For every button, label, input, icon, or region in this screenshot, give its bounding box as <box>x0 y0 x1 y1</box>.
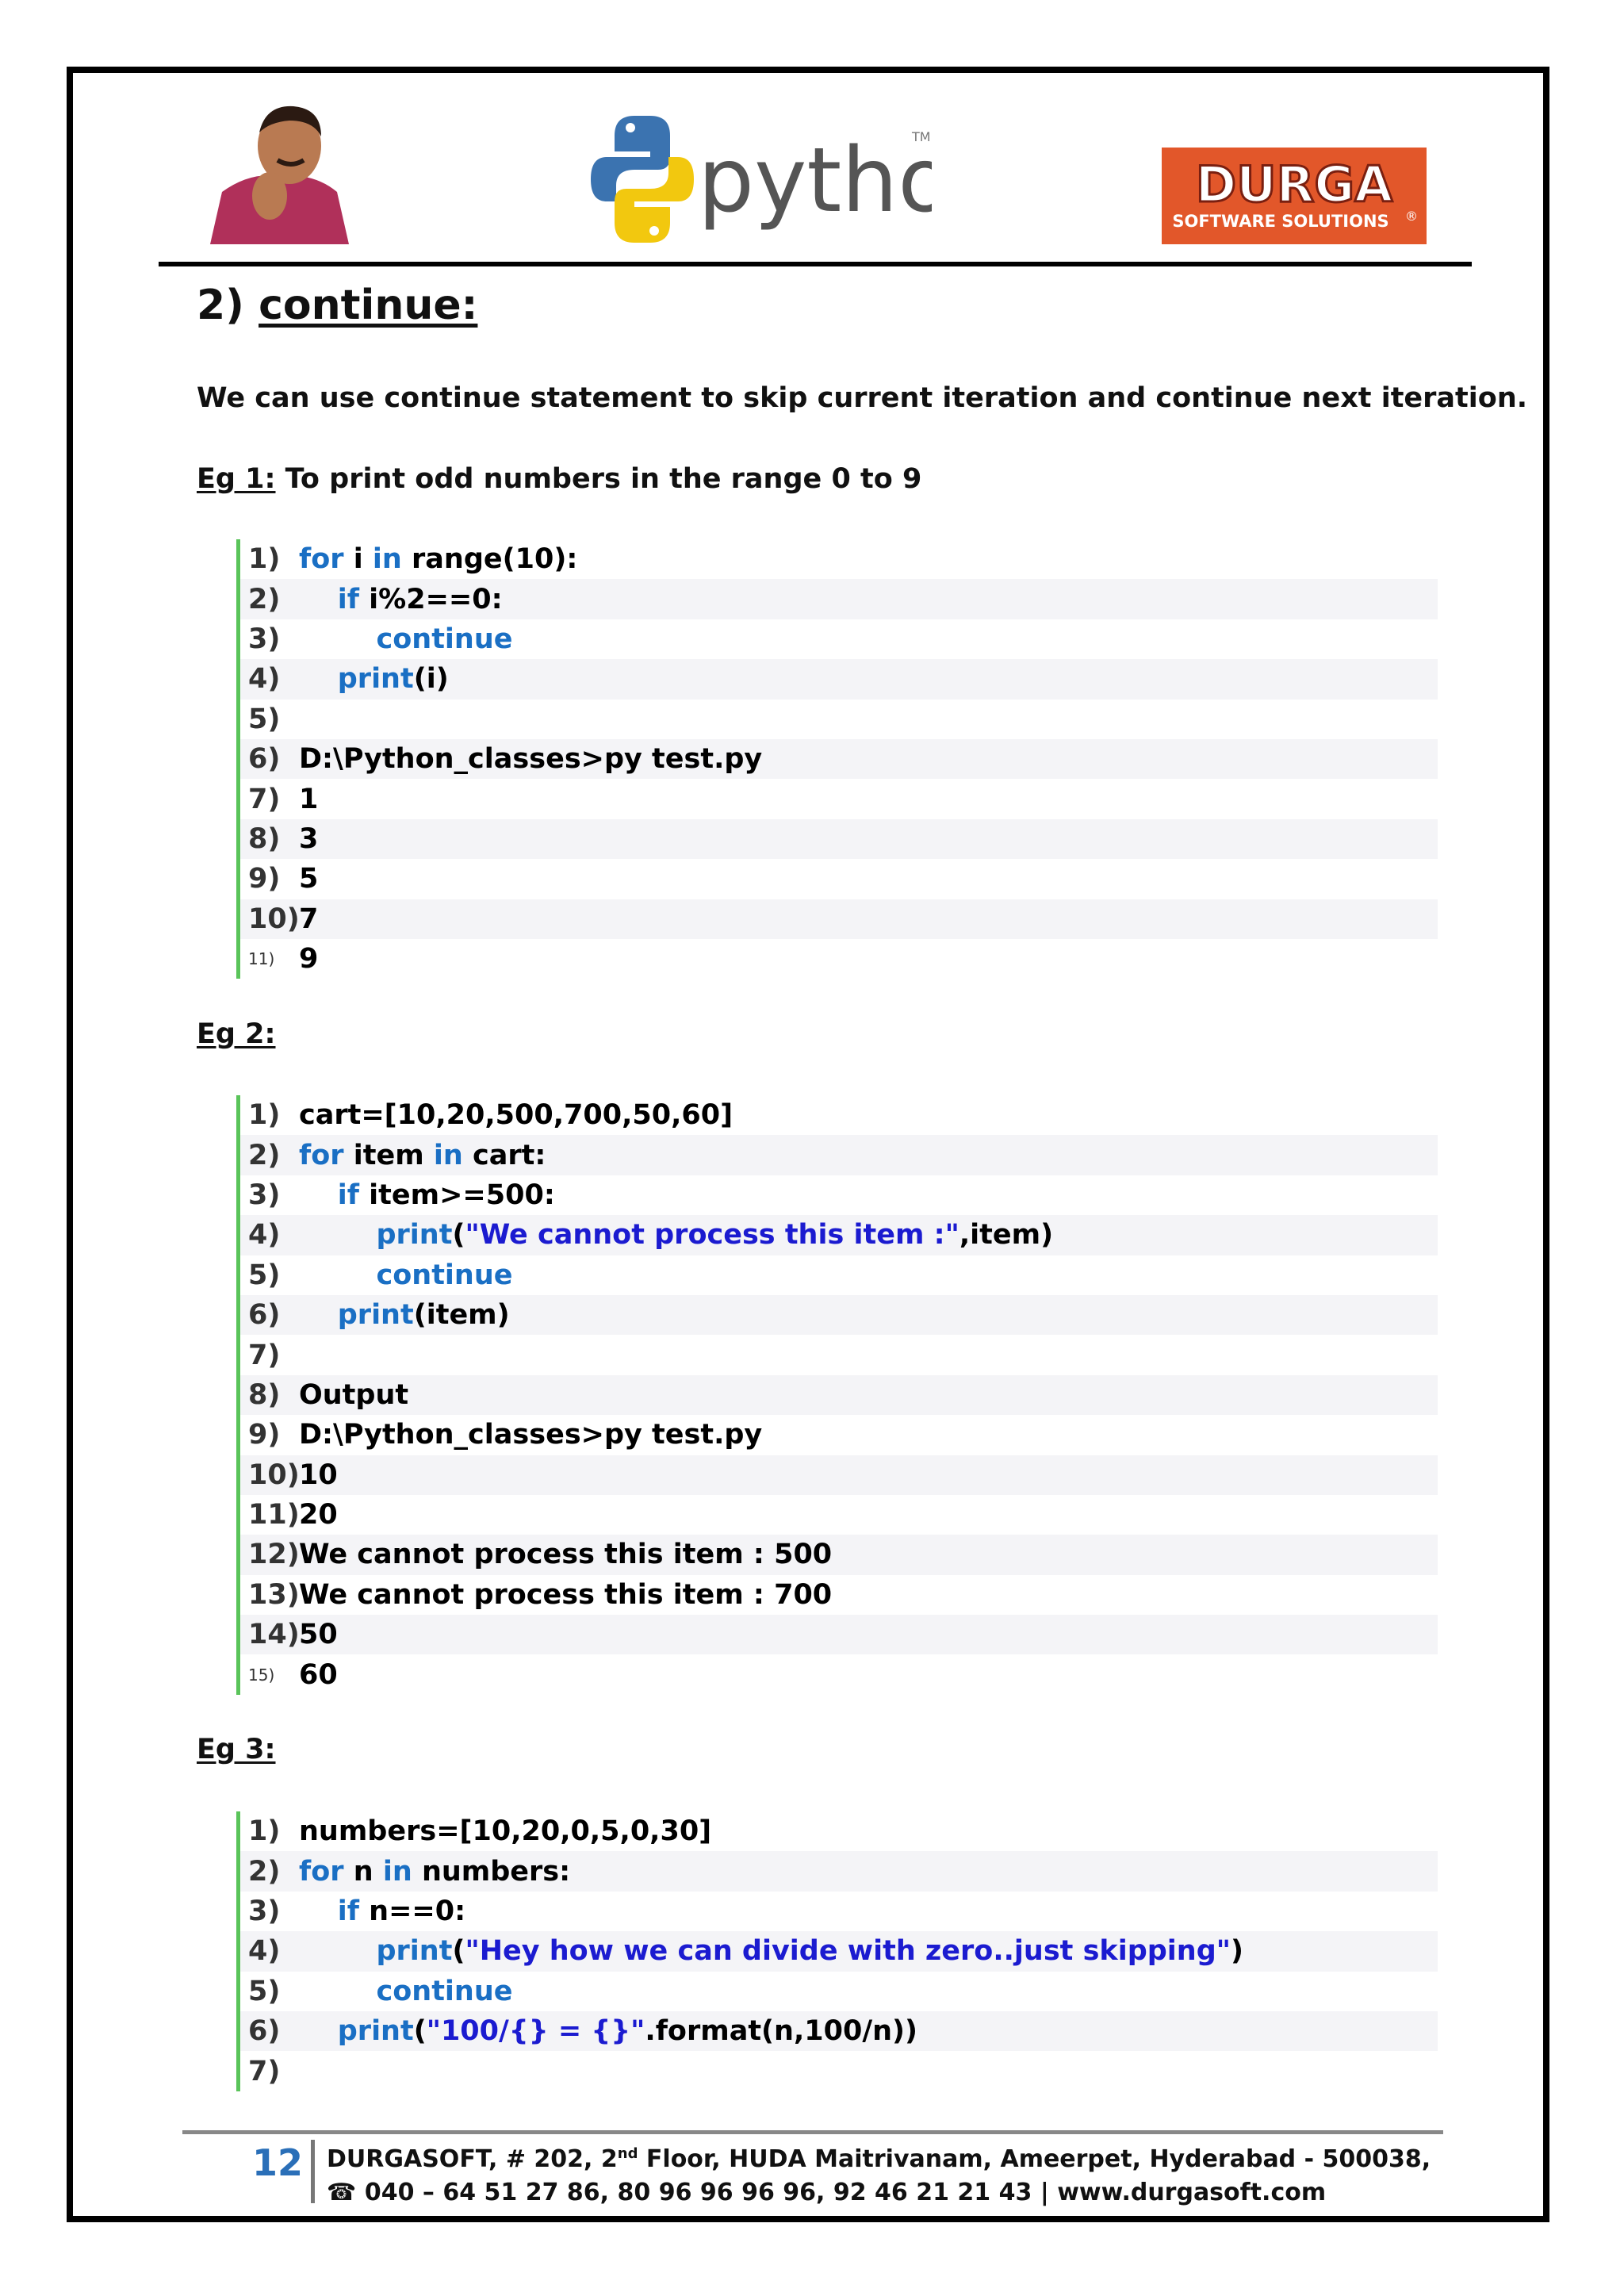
code-token: 50 <box>299 1619 338 1651</box>
code-text <box>299 1815 711 1847</box>
line-number: 15) <box>248 1665 275 1685</box>
code-text <box>299 1895 465 1927</box>
registered-mark: ® <box>1405 209 1418 224</box>
code-text <box>299 584 503 615</box>
code-line <box>240 579 1438 619</box>
code-line <box>240 700 1438 739</box>
code-text <box>299 1459 338 1491</box>
line-number: 8) <box>248 1378 281 1411</box>
line-number: 4) <box>248 1935 281 1968</box>
example-label: Eg 1: <box>197 463 276 495</box>
code-line <box>240 2011 1438 2051</box>
code-text <box>299 1659 338 1691</box>
code-text <box>299 1579 832 1611</box>
code-token: D:\Python_classes>py test.py <box>299 743 763 776</box>
durga-wordmark: DURGA <box>1195 155 1393 213</box>
code-line <box>240 1135 1438 1175</box>
code-string: "Hey how we can divide with zero..just skipping" <box>465 1935 1231 1968</box>
line-number: 2) <box>248 1855 281 1888</box>
code-token: ( <box>413 2015 427 2048</box>
code-token: i <box>343 543 373 576</box>
code-token: (i) <box>413 663 449 696</box>
example-label: Eg 2: <box>197 1018 276 1050</box>
code-line <box>240 779 1438 818</box>
code-keyword: for <box>299 543 344 576</box>
code-line <box>240 1415 1438 1455</box>
code-token <box>299 1259 376 1291</box>
code-block-3 <box>236 1811 1438 2091</box>
code-line <box>240 1295 1438 1335</box>
code-text <box>299 1219 1053 1251</box>
code-token <box>299 1179 338 1211</box>
line-number: 10) <box>248 1458 300 1491</box>
code-text <box>299 1619 338 1650</box>
line-number: 7) <box>248 783 281 815</box>
line-number: 6) <box>248 743 281 776</box>
section-description: We can use continue statement to skip current iteration and continue next iteration. <box>197 382 1528 414</box>
code-text <box>299 823 318 855</box>
code-text <box>299 1856 570 1888</box>
code-text <box>299 743 762 775</box>
code-keyword: in <box>382 1855 412 1888</box>
code-token <box>299 1299 338 1331</box>
line-number: 11) <box>248 949 275 969</box>
line-number: 5) <box>248 1975 281 2007</box>
code-keyword: continue <box>376 1975 513 2007</box>
line-number: 9) <box>248 1419 281 1451</box>
code-keyword: print <box>376 1935 453 1968</box>
code-text <box>299 2015 917 2047</box>
line-number: 10) <box>248 903 300 935</box>
code-line <box>240 1931 1438 1971</box>
code-string: "100/{} = {}" <box>426 2015 645 2048</box>
line-number: 9) <box>248 863 281 895</box>
code-token: 10 <box>299 1458 338 1491</box>
code-keyword: if <box>337 1895 359 1927</box>
code-line <box>240 1575 1438 1615</box>
example-caption: To print odd numbers in the range 0 to 9 <box>275 463 922 495</box>
code-keyword: print <box>337 663 414 696</box>
code-block-1 <box>236 539 1438 979</box>
code-token: We cannot process this item : 500 <box>299 1539 833 1571</box>
code-token: item <box>343 1139 434 1171</box>
line-number: 13) <box>248 1578 300 1611</box>
code-token: 7 <box>299 903 319 935</box>
code-line <box>240 1892 1438 1931</box>
line-number: 7) <box>248 1339 281 1371</box>
code-token: ,item) <box>959 1219 1054 1251</box>
contact-details: 040 – 64 51 27 86, 80 96 96 96 96, 92 46 21 21 43 | www.durgasoft.com <box>356 2179 1327 2206</box>
code-token: ( <box>452 1935 465 1968</box>
code-line <box>240 1175 1438 1215</box>
line-number: 1) <box>248 1815 281 1848</box>
line-number: 2) <box>248 1139 281 1171</box>
header-divider <box>159 262 1472 266</box>
code-line <box>240 1335 1438 1374</box>
code-text <box>299 1976 513 2007</box>
section-number: 2) <box>197 282 244 329</box>
code-text <box>299 943 318 975</box>
code-keyword: if <box>337 583 359 615</box>
line-number: 4) <box>248 663 281 696</box>
line-number: 6) <box>248 1299 281 1332</box>
code-line <box>240 1535 1438 1574</box>
code-token: numbers: <box>412 1855 571 1888</box>
python-logo <box>591 100 932 251</box>
line-number: 11) <box>248 1499 300 1531</box>
code-keyword: print <box>337 1299 414 1332</box>
code-string: "We cannot process this item :" <box>465 1219 959 1251</box>
code-token: ) <box>1231 1935 1244 1968</box>
code-text <box>299 863 318 895</box>
code-keyword: print <box>337 2015 414 2048</box>
footer-address <box>327 2137 1431 2210</box>
line-number: 8) <box>248 822 281 855</box>
code-token: item>=500: <box>358 1179 555 1211</box>
page-number: 12 <box>252 2141 304 2184</box>
code-token: i%2==0: <box>358 583 503 615</box>
example-label: Eg 3: <box>197 1734 276 1765</box>
section-title: continue: <box>259 282 478 329</box>
code-line <box>240 1095 1438 1135</box>
code-line <box>240 1495 1438 1535</box>
line-number: 1) <box>248 1099 281 1132</box>
code-keyword: if <box>337 1179 359 1211</box>
code-keyword: in <box>372 543 402 576</box>
code-text <box>299 663 449 695</box>
code-line <box>240 899 1438 939</box>
code-text <box>299 1299 510 1331</box>
code-token <box>299 2015 338 2047</box>
code-text <box>299 1259 513 1291</box>
line-number: 12) <box>248 1539 300 1571</box>
code-line <box>240 1972 1438 2011</box>
code-text <box>299 1140 546 1171</box>
code-token: cart: <box>462 1139 546 1171</box>
code-text <box>299 1935 1243 1967</box>
code-text <box>299 1419 762 1451</box>
code-token: 20 <box>299 1499 338 1531</box>
code-text <box>299 1539 832 1570</box>
code-line <box>240 1615 1438 1654</box>
line-number: 5) <box>248 703 281 735</box>
code-line <box>240 819 1438 859</box>
code-line <box>240 859 1438 899</box>
code-line <box>240 1375 1438 1415</box>
code-token: 9 <box>299 943 319 976</box>
line-number: 5) <box>248 1259 281 1291</box>
code-line <box>240 659 1438 699</box>
python-wordmark: pytho <box>698 129 932 232</box>
line-number: 1) <box>248 543 281 576</box>
code-token: n==0: <box>358 1895 466 1927</box>
code-token: 60 <box>299 1658 338 1691</box>
code-token <box>299 1219 376 1251</box>
code-keyword: continue <box>376 623 513 655</box>
trademark-mark: TM <box>912 129 931 144</box>
line-number: 7) <box>248 2055 281 2087</box>
example-3-heading <box>197 1734 276 1765</box>
footer-separator <box>311 2140 315 2203</box>
address-part: DURGASOFT, # 202, 2 <box>327 2145 618 2173</box>
code-line <box>240 1255 1438 1295</box>
code-keyword: for <box>299 1139 344 1171</box>
code-line <box>240 739 1438 779</box>
footer-divider <box>182 2130 1443 2134</box>
ordinal-suffix: nd <box>617 2145 638 2162</box>
code-token: range(10): <box>401 543 578 576</box>
durga-logo <box>1162 148 1427 244</box>
code-text <box>299 784 318 815</box>
example-2-heading <box>197 1018 276 1050</box>
author-photo <box>202 97 353 244</box>
code-token <box>299 1976 376 2007</box>
line-number: 4) <box>248 1219 281 1251</box>
code-token <box>299 1895 338 1927</box>
code-line <box>240 939 1438 979</box>
code-keyword: for <box>299 1855 344 1888</box>
code-token <box>299 623 376 655</box>
code-token: cart=[10,20,500,700,50,60] <box>299 1099 733 1132</box>
code-keyword: in <box>433 1139 463 1171</box>
line-number: 14) <box>248 1619 300 1651</box>
code-token: We cannot process this item : 700 <box>299 1578 833 1611</box>
code-line <box>240 1654 1438 1694</box>
code-text <box>299 1179 555 1211</box>
code-line <box>240 1811 1438 1851</box>
code-line <box>240 2051 1438 2091</box>
code-token: 3 <box>299 822 319 855</box>
code-token: 1 <box>299 783 319 815</box>
line-number: 3) <box>248 1179 281 1211</box>
line-number: 2) <box>248 583 281 615</box>
code-keyword: print <box>376 1219 453 1251</box>
code-text <box>299 1099 733 1131</box>
code-token: ( <box>452 1219 465 1251</box>
code-text <box>299 1379 408 1411</box>
code-token: n <box>343 1855 383 1888</box>
code-token: numbers=[10,20,0,5,0,30] <box>299 1815 712 1848</box>
line-number: 3) <box>248 1895 281 1927</box>
code-text <box>299 623 513 655</box>
address-part: Floor, HUDA Maitrivanam, Ameerpet, Hyderabad - 500038, <box>638 2145 1431 2173</box>
code-line <box>240 1455 1438 1495</box>
code-token: (item) <box>413 1299 510 1332</box>
code-token: .format(n,100/n)) <box>645 2015 918 2048</box>
phone-icon: ☎ <box>327 2179 357 2206</box>
code-token <box>299 1935 376 1967</box>
code-text <box>299 1499 338 1531</box>
code-keyword: continue <box>376 1259 513 1291</box>
code-line <box>240 1851 1438 1891</box>
code-text <box>299 543 577 575</box>
example-1-heading <box>197 463 921 495</box>
code-token: 5 <box>299 863 319 895</box>
code-token: Output <box>299 1378 409 1411</box>
code-token <box>299 663 338 695</box>
code-block-2 <box>236 1095 1438 1695</box>
section-heading <box>197 282 477 329</box>
code-text <box>299 903 318 935</box>
durga-tagline: SOFTWARE SOLUTIONS <box>1172 212 1389 231</box>
line-number: 3) <box>248 623 281 655</box>
code-line <box>240 1215 1438 1255</box>
code-line <box>240 539 1438 579</box>
code-token: D:\Python_classes>py test.py <box>299 1419 763 1451</box>
code-token <box>299 584 338 615</box>
page-header <box>159 87 1475 270</box>
line-number: 6) <box>248 2015 281 2048</box>
code-line <box>240 619 1438 659</box>
